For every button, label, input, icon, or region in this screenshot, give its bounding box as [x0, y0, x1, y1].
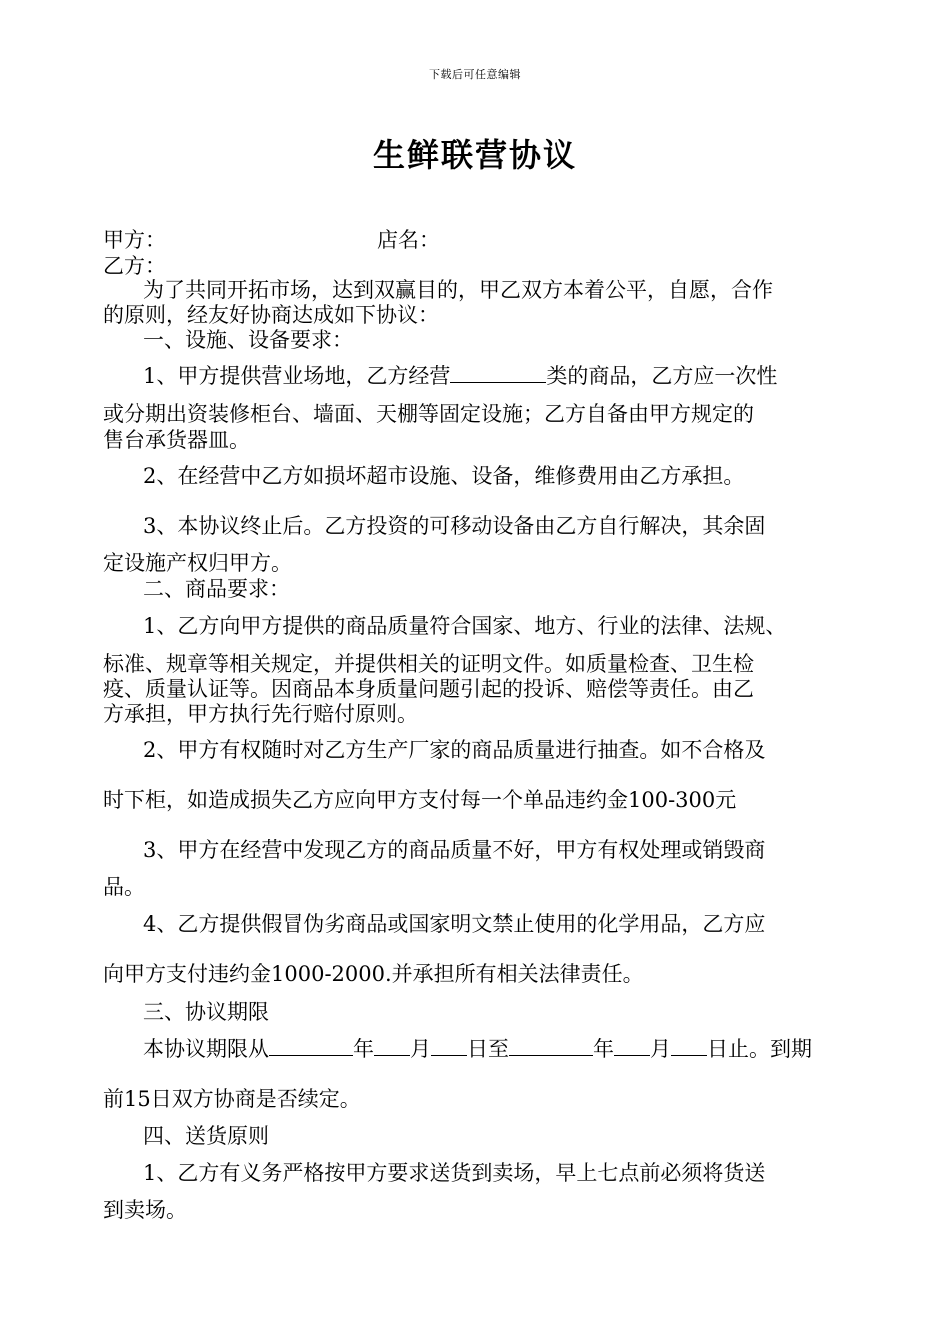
- section-2-item-3-line-2: 品。: [103, 875, 145, 899]
- section-4-heading: 四、送货原则: [143, 1124, 269, 1148]
- term-text: 本协议期限从: [143, 1037, 269, 1061]
- term-text: 年: [353, 1037, 374, 1061]
- term-text: 年: [593, 1037, 614, 1061]
- section-4-item-1-line-2: 到卖场。: [103, 1198, 187, 1222]
- term-text: 日至: [467, 1037, 509, 1061]
- header-note: 下载后可任意编辑: [429, 68, 521, 81]
- section-1-item-1-line-3: 售台承货器皿。: [103, 428, 250, 452]
- term-text: 月: [650, 1037, 671, 1061]
- section-2-item-2-line-1: 2、甲方有权随时对乙方生产厂家的商品质量进行抽查。如不合格及: [143, 738, 766, 762]
- section-2-heading: 二、商品要求：: [143, 577, 290, 601]
- document-title: 生鲜联营协议: [372, 136, 577, 174]
- end-month-blank: [614, 1037, 650, 1056]
- start-year-blank: [269, 1037, 353, 1056]
- section-3-heading: 三、协议期限: [143, 1000, 269, 1024]
- section-2-item-1-line-3: 疫、质量认证等。因商品本身质量问题引起的投诉、赔偿等责任。由乙: [103, 677, 754, 701]
- section-2-item-3-line-1: 3、甲方在经营中发现乙方的商品质量不好，甲方有权处理或销毁商: [143, 838, 766, 862]
- section-1-heading: 一、设施、设备要求：: [143, 328, 353, 352]
- section-2-item-2-line-2: 时下柜，如造成损失乙方应向甲方支付每一个单品违约金100-300元: [103, 788, 737, 812]
- term-text: 日止。到期: [707, 1037, 812, 1061]
- store-name-label: 店名：: [377, 228, 440, 252]
- section-2-item-4-line-1: 4、乙方提供假冒伪劣商品或国家明文禁止使用的化学用品，乙方应: [143, 912, 766, 936]
- section-3-line-2: 前15日双方协商是否续定。: [103, 1087, 361, 1111]
- section-3-term-line: [143, 1033, 812, 1063]
- product-type-blank: [450, 364, 546, 383]
- intro-line-1: 为了共同开拓市场，达到双赢目的，甲乙双方本着公平，自愿，合作: [143, 278, 773, 302]
- intro-line-2: 的原则，经友好协商达成如下协议：: [103, 303, 439, 327]
- section-2-item-4-line-2: 向甲方支付违约金1000-2000.并承担所有相关法律责任。: [103, 962, 644, 986]
- section-2-item-1-line-2: 标准、规章等相关规定，并提供相关的证明文件。如质量检查、卫生检: [103, 652, 754, 676]
- section-1-item-1-line-2: 或分期出资装修柜台、墙面、天棚等固定设施；乙方自备由甲方规定的: [103, 402, 754, 426]
- section-4-item-1-line-1: 1、乙方有义务严格按甲方要求送货到卖场，早上七点前必须将货送: [143, 1161, 766, 1185]
- section-1-item-2: 2、在经营中乙方如损坏超市设施、设备，维修费用由乙方承担。: [143, 464, 745, 488]
- end-day-blank: [671, 1037, 707, 1056]
- start-month-blank: [374, 1037, 410, 1056]
- party-a-label: 甲方：: [103, 228, 166, 252]
- section-1-item-1-line-1: [143, 360, 777, 390]
- section-2-item-1-line-4: 方承担，甲方执行先行赔付原则。: [103, 702, 418, 726]
- item-text: 类的商品，乙方应一次性: [546, 364, 778, 388]
- end-year-blank: [509, 1037, 593, 1056]
- item-text: 1、甲方提供营业场地，乙方经营: [143, 364, 451, 388]
- party-b-label: 乙方：: [103, 254, 166, 278]
- term-text: 月: [410, 1037, 431, 1061]
- section-1-item-3-line-2: 定设施产权归甲方。: [103, 551, 292, 575]
- section-2-item-1-line-1: 1、乙方向甲方提供的商品质量符合国家、地方、行业的法律、法规、: [143, 614, 787, 638]
- start-day-blank: [431, 1037, 467, 1056]
- section-1-item-3-line-1: 3、本协议终止后。乙方投资的可移动设备由乙方自行解决，其余固: [143, 514, 766, 538]
